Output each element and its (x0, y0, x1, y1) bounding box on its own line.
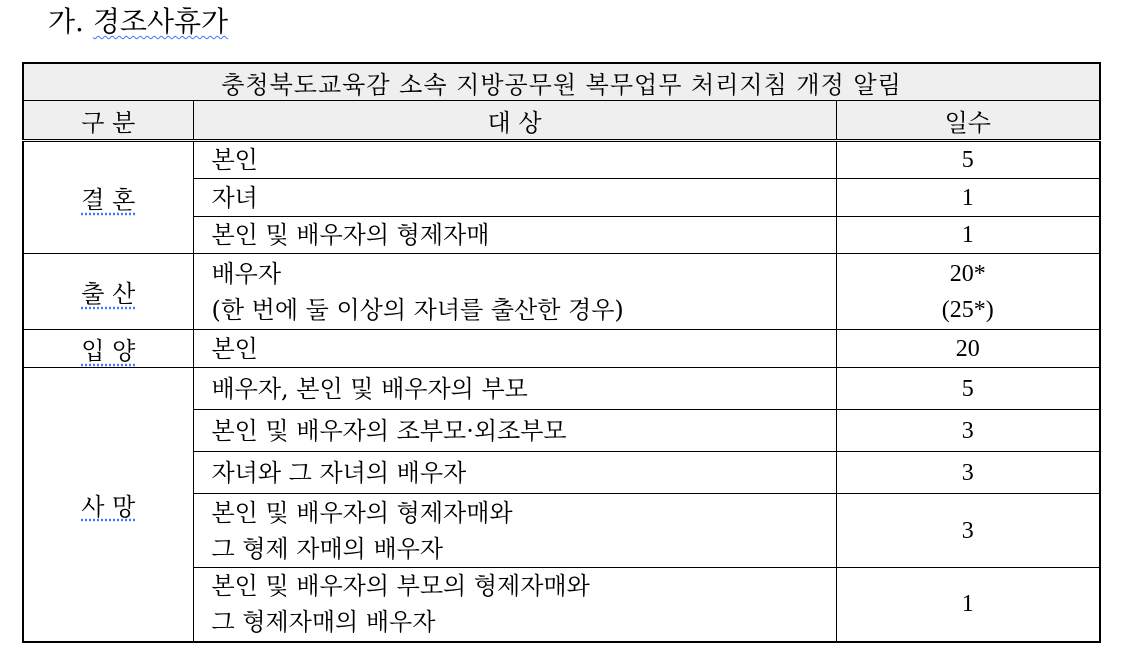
days-cell: 1 (836, 217, 1100, 254)
days-cell: 3 (836, 494, 1100, 568)
col-header-target: 대 상 (193, 101, 836, 141)
target-cell: 본인 (193, 330, 836, 368)
heading-prefix: 가. (48, 5, 84, 38)
days-cell: 3 (836, 452, 1100, 494)
days-cell: 5 (836, 141, 1100, 179)
category-marriage: 결 혼 (23, 141, 193, 254)
category-death: 사 망 (23, 368, 193, 642)
target-cell: 본인 및 배우자의 형제자매와 그 형제 자매의 배우자 (193, 494, 836, 568)
days-cell: 1 (836, 179, 1100, 217)
target-cell: 배우자 (한 번에 둘 이상의 자녀를 출산한 경우) (193, 254, 836, 330)
days-cell: 1 (836, 568, 1100, 642)
days-cell: 20 (836, 330, 1100, 368)
table-title: 충청북도교육감 소속 지방공무원 복무업무 처리지침 개정 알림 (23, 63, 1100, 101)
target-cell: 배우자, 본인 및 배우자의 부모 (193, 368, 836, 410)
target-cell: 본인 및 배우자의 조부모·외조부모 (193, 410, 836, 452)
days-cell: 20* (25*) (836, 254, 1100, 330)
target-cell: 본인 (193, 141, 836, 179)
target-cell: 자녀와 그 자녀의 배우자 (193, 452, 836, 494)
col-header-days: 일수 (836, 101, 1100, 141)
category-childbirth: 출 산 (23, 254, 193, 330)
table-header-row (23, 101, 1100, 141)
target-cell: 자녀 (193, 179, 836, 217)
table-row (23, 368, 1100, 410)
table-row (23, 254, 1100, 330)
target-cell: 본인 및 배우자의 형제자매 (193, 217, 836, 254)
table-row (23, 141, 1100, 179)
col-header-category: 구 분 (23, 101, 193, 141)
days-cell: 3 (836, 410, 1100, 452)
category-adoption: 입 양 (23, 330, 193, 368)
target-cell: 본인 및 배우자의 부모의 형제자매와 그 형제자매의 배우자 (193, 568, 836, 642)
leave-table (22, 62, 1101, 643)
days-cell: 5 (836, 368, 1100, 410)
table-row (23, 330, 1100, 368)
table-title-row (23, 63, 1100, 101)
section-heading (48, 4, 228, 40)
heading-text: 경조사휴가 (92, 5, 229, 38)
